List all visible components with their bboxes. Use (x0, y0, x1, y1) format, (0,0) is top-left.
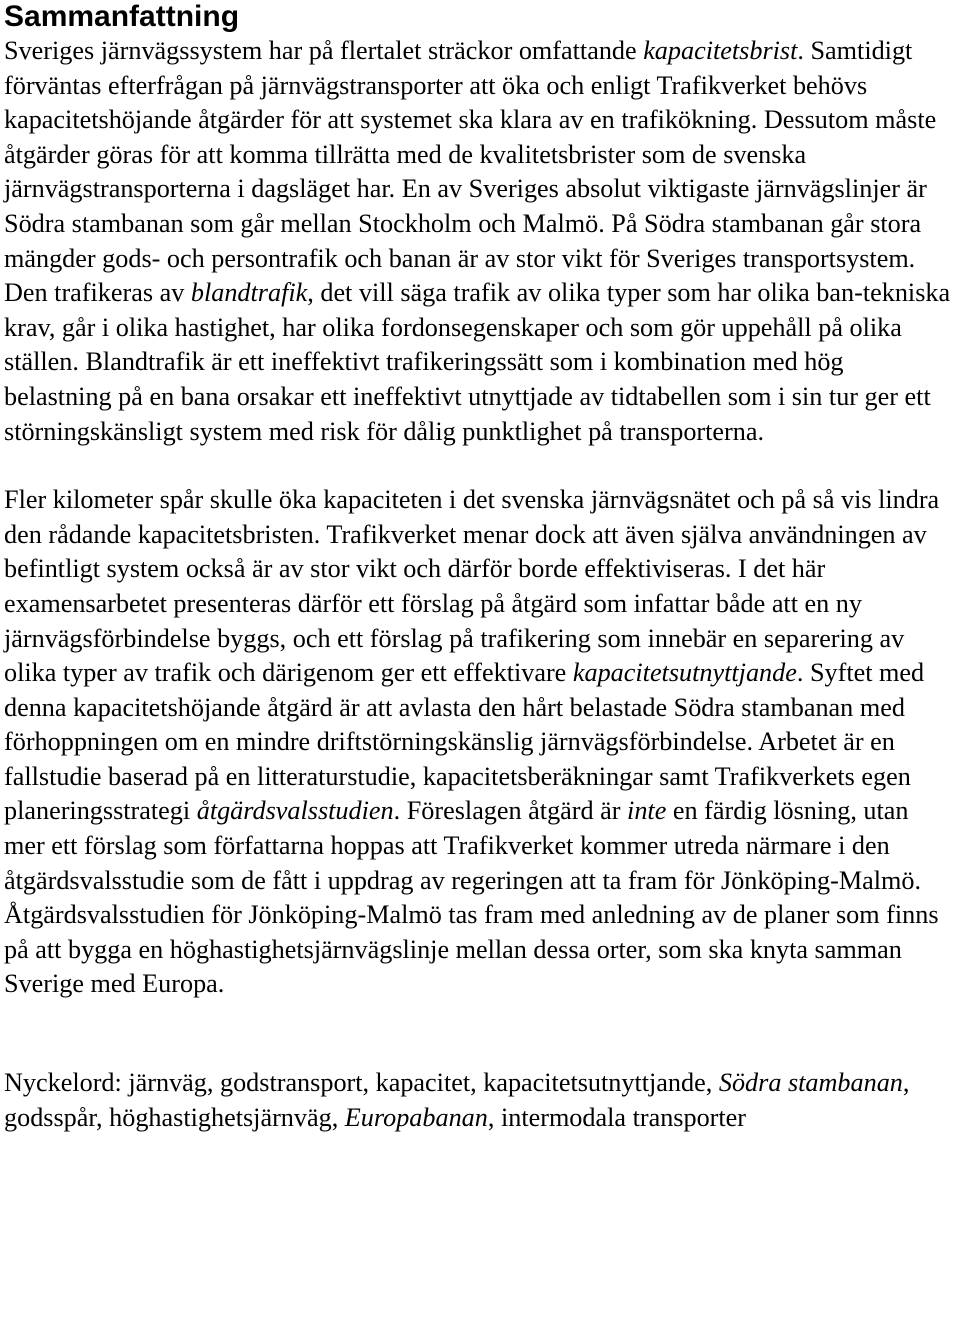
text-run: Fler kilometer spår skulle öka kapaciteten i det svenska järnvägsnätet och på så vis lindra den rådande kapacitetsbristen. Trafikverket menar dock att även själva användningen av befintligt system också är av stor vikt och därför borde effektiviseras. I det här examensarbetet presenteras därför ett förslag på åtgärd som infattar både att en ny järnvägsförbindelse byggs, och ett förslag på trafikering som innebär en separering av olika typer av trafik och därigenom ger ett effektivare (4, 485, 940, 688)
text-run: Sveriges järnvägssystem har på flertalet sträckor omfattande (4, 36, 644, 65)
section-heading: Sammanfattning (4, 0, 240, 33)
text-run: . Föreslagen åtgärd är (393, 796, 628, 826)
summary-paragraph-2 (4, 483, 954, 1002)
keywords-paragraph (4, 1066, 954, 1135)
text-run: Nyckelord: järnväg, godstransport, kapacitet, kapacitetsutnyttjande, (4, 1068, 719, 1098)
italic-term: kapacitetsbrist (643, 36, 798, 65)
italic-term: inte (627, 796, 667, 826)
document-page (4, 0, 954, 1135)
text-run: , godsspår, höghastighetsjärnväg, (4, 1068, 910, 1132)
italic-term: Europabanan (344, 1102, 488, 1132)
italic-term: kapacitetsutnyttjande (572, 658, 797, 688)
text-run: en färdig lösning, utan mer ett förslag som författarna hoppas att Trafikverket kommer utreda närmare i den åtgärdsvalsstudie som de fått i uppdrag av regeringen att ta fram för Jönköping-Malmö. Åtgärdsvalsstudien för Jönköping-Malmö tas fram med anledning av de planer som finns på att bygga en höghastighetsjärnvägslinje mellan dessa orter, som ska knyta samman Sverige med Europa. (4, 796, 939, 999)
text-run: , intermodala transporter (487, 1102, 747, 1132)
text-run: . Samtidigt förväntas efterfrågan på järnvägstransporter att öka och enligt Trafikverket behövs kapacitetshöjande åtgärder för att systemet ska klara av en trafikökning. Dessutom måste åtgärder göras för att komma tillrätta med de kvalitetsbrister som de svenska järnvägstransporterna i dagsläget har. En av Sveriges absolut viktigaste järnvägslinjer är Södra stambanan som går mellan Stockholm och Malmö. På Södra stambanan går stora mängder gods- och persontrafik och banan är av stor vikt för Sveriges transportsystem. Den trafikeras av (4, 36, 937, 308)
italic-term: blandtrafik (190, 278, 308, 308)
italic-term: åtgärdsvalsstudien (196, 796, 394, 826)
text-run: . Syftet med denna kapacitetshöjande åtgärd är att avlasta den hårt belastade Södra stambanan med förhoppningen om en mindre driftstörningskänslig järnvägsförbindelse. Arbetet är en fallstudie baserad på en litteraturstudie, kapacitetsberäkningar samt Trafikverkets egen planeringsstrategi (4, 658, 925, 826)
text-run: , det vill säga trafik av olika typer som har olika ban-tekniska krav, går i olika hastighet, har olika fordonsegenskaper och som gör uppehåll på olika ställen. Blandtrafik är ett ineffektivt trafikeringssätt som i kombination med hög belastning på en bana orsakar ett ineffektivt utnyttjade av tidtabellen som i sin tur ger ett störningskänsligt system med risk för dålig punktlighet på transporterna. (4, 278, 951, 446)
italic-term: Södra stambanan (718, 1068, 903, 1098)
summary-paragraph-1 (4, 34, 954, 449)
